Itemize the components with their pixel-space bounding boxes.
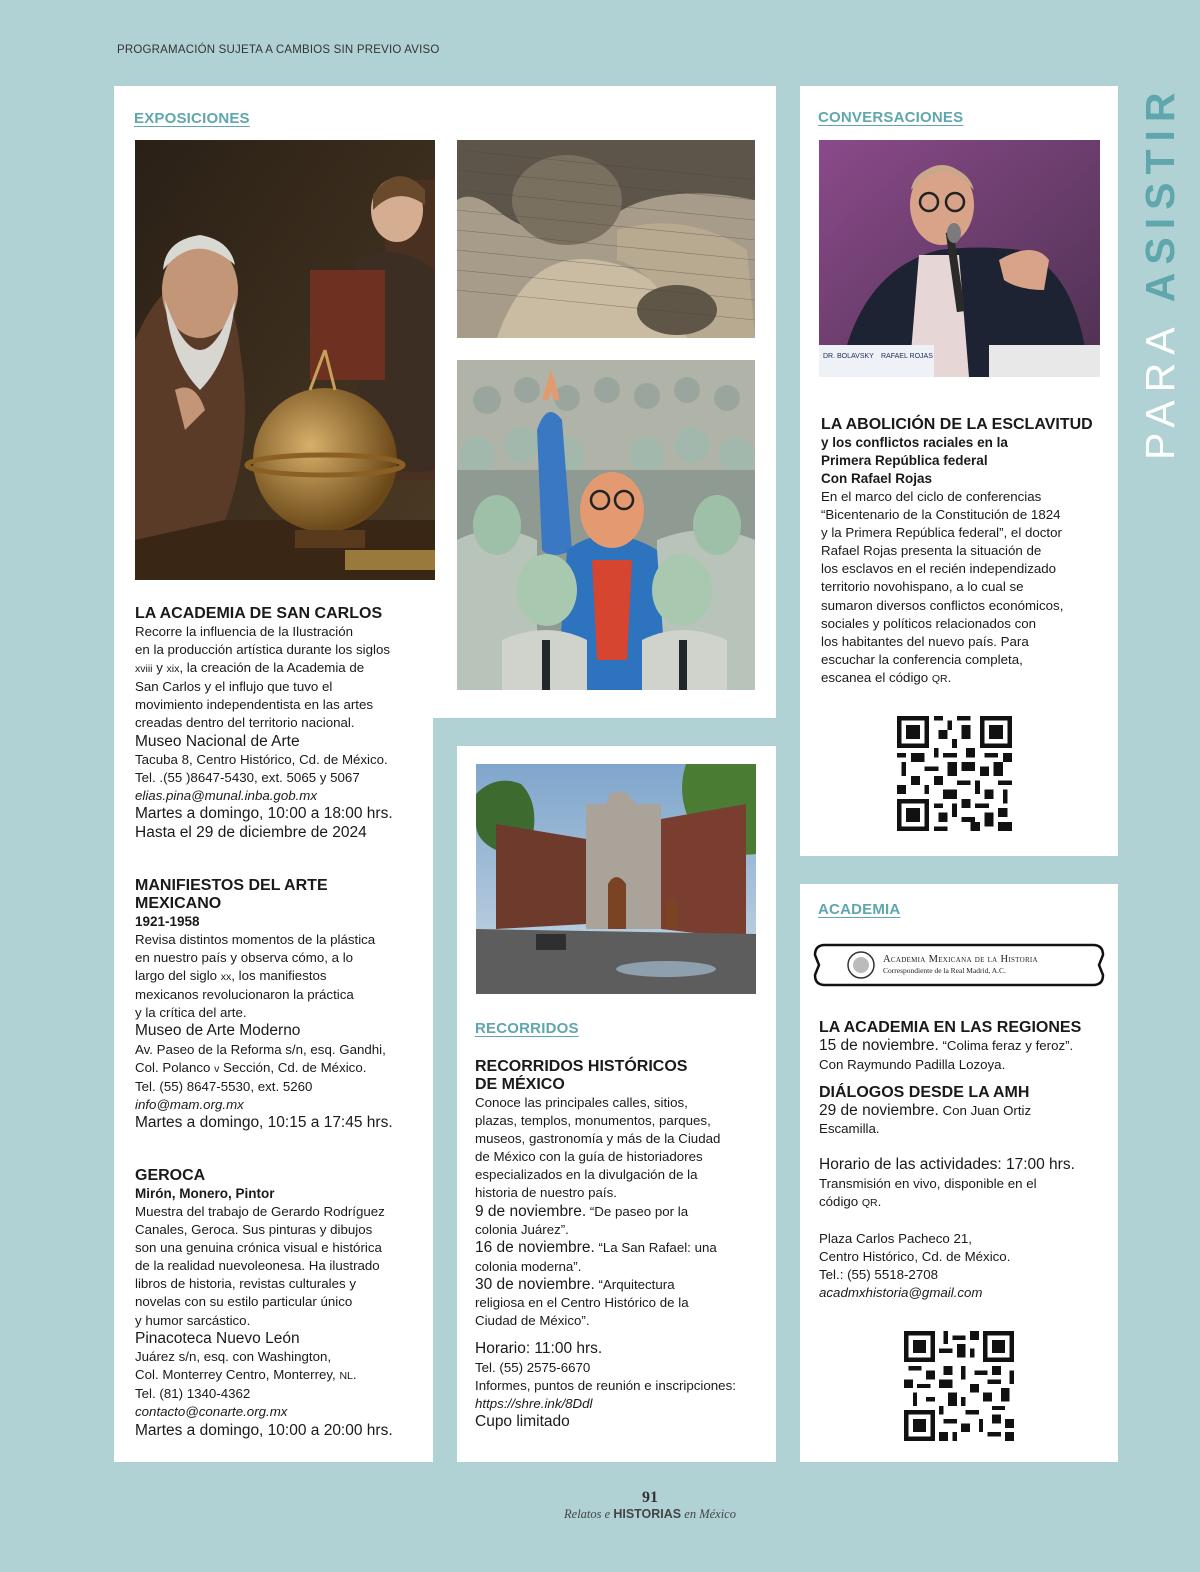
tour-date-line — [475, 1203, 765, 1222]
exhibit-desc-line: novelas con su estilo particular único — [135, 1294, 353, 1310]
exhibit-address — [135, 1059, 430, 1078]
spacer — [819, 1212, 1104, 1230]
qr-abbrev: QR — [931, 672, 948, 685]
tour-name-line: colonia moderna”. — [475, 1258, 582, 1274]
exhibit-phone: Tel. .(55 )8647-5430, ext. 5065 y 5067 — [135, 770, 360, 786]
tour-date: 9 de noviembre. — [475, 1202, 587, 1220]
photo-speaker-microphone — [819, 140, 1100, 377]
exhibit-title: MANIFIESTOS DEL ARTE — [135, 877, 328, 894]
academia-heading: ACADEMIA — [818, 901, 901, 918]
tour-title: RECORRIDOS HISTÓRICOS — [475, 1058, 688, 1075]
spacer — [819, 1138, 1104, 1156]
exhibit-desc-line: y humor sarcástico. — [135, 1312, 251, 1328]
tour-name-line: colonia Juárez”. — [475, 1222, 569, 1238]
exhibit-desc-line: en la producción artística durante los siglos — [135, 642, 390, 658]
exhibit-address-text: Col. Monterrey Centro, Monterrey, — [135, 1367, 340, 1383]
talk-subtitle: y los conflictos raciales en la — [821, 435, 1008, 450]
exhibit-address-text: . — [352, 1367, 357, 1383]
exhibit-desc-line: Revisa distintos momentos de la plástica — [135, 932, 376, 947]
academia-address: Plaza Carlos Pacheco 21, — [819, 1230, 972, 1246]
exhibit-venue: Pinacoteca Nuevo León — [135, 1329, 300, 1347]
talk-subtitle: Primera República federal — [821, 453, 988, 468]
talk-desc-line: “Bicentenario de la Constitución de 1824 — [821, 507, 1061, 523]
tour-desc-line: plazas, templos, monumentos, parques, — [475, 1113, 711, 1129]
talk-desc-line: los esclavos en el recién independizado — [821, 561, 1057, 577]
exhibit-years: 1921-1958 — [135, 914, 200, 929]
exhibit-desc-text: largo del siglo — [135, 968, 221, 984]
academia-stream-text: código — [819, 1193, 862, 1209]
talk-desc-line — [821, 669, 1106, 688]
tour-name-line: religiosa en el Centro Histórico de la — [475, 1295, 689, 1311]
exhibit-title: LA ACADEMIA DE SAN CARLOS — [135, 605, 383, 622]
exhibit-desc-line: San Carlos y el influjo que tuvo el — [135, 679, 333, 695]
exhibit-address-text: Sección, Cd. de México. — [219, 1060, 367, 1076]
century-numeral: xx — [220, 971, 232, 984]
exhibit-address — [135, 1366, 430, 1385]
spacer — [819, 1074, 1104, 1084]
exhibit-manifiestos — [135, 877, 430, 1133]
academia-stream-line — [819, 1193, 1104, 1212]
qr-code-conference[interactable] — [897, 716, 1012, 831]
exhibit-venue: Museo Nacional de Arte — [135, 732, 300, 750]
exhibit-title: MEXICANO — [135, 895, 222, 912]
tour-recorridos-historicos — [475, 1058, 765, 1432]
exhibit-desc-line: Canales, Geroca. Sus pinturas y dibujos — [135, 1222, 373, 1238]
exhibit-subtitle: Mirón, Monero, Pintor — [135, 1186, 275, 1201]
qr-abbrev: QR — [861, 1196, 878, 1209]
tour-name: “La San Rafael: una — [594, 1240, 717, 1256]
page-number: 91 — [642, 1489, 658, 1506]
academia-logo-name: Academia Mexicana de la Historia — [883, 954, 1038, 965]
drawing-embracing-figures — [457, 140, 755, 338]
exhibit-address: Tacuba 8, Centro Histórico, Cd. de México. — [135, 752, 388, 768]
talk-desc-line: Rafael Rojas presenta la situación de — [821, 543, 1042, 559]
magazine-name-part: en México — [681, 1507, 736, 1521]
talk-abolicion — [821, 416, 1106, 688]
century-numeral: xix — [166, 663, 180, 676]
exhibit-address: Juárez s/n, esq. con Washington, — [135, 1349, 332, 1365]
academia-event-text: Con Juan Ortiz — [938, 1102, 1032, 1118]
exhibit-desc-line: mexicanos revolucionaron la práctica — [135, 987, 354, 1003]
academia-address: Centro Histórico, Cd. de México. — [819, 1248, 1011, 1264]
tour-date: 16 de noviembre. — [475, 1239, 595, 1257]
nameplate-right: RAFAEL ROJAS — [881, 353, 933, 360]
exhibit-desc-line: creadas dentro del territorio nacional. — [135, 715, 355, 731]
photo-colonial-church — [476, 764, 756, 994]
side-banner-word-para: PARA — [1137, 321, 1183, 460]
academia-event-title: LA ACADEMIA EN LAS REGIONES — [819, 1019, 1082, 1036]
exhibit-desc-line: y la crítica del arte. — [135, 1005, 247, 1021]
roman-numeral: v — [214, 1063, 220, 1076]
exhibit-desc-text: y — [152, 660, 167, 676]
exhibit-desc-line — [135, 659, 430, 678]
tour-hours: Horario: 11:00 hrs. — [475, 1340, 603, 1358]
exhibit-desc-line — [135, 967, 430, 986]
exhibit-desc-line: Muestra del trabajo de Gerardo Rodríguez — [135, 1204, 385, 1219]
academia-hours: Horario de las actividades: 17:00 hrs. — [819, 1156, 1075, 1174]
academia-event-date-line — [819, 1102, 1104, 1121]
tour-title: DE MÉXICO — [475, 1076, 565, 1093]
nameplate-left: DR. BOLAVSKY — [823, 353, 874, 360]
exhibit-email[interactable]: elias.pina@munal.inba.gob.mx — [135, 788, 318, 804]
painting-crowd-figures — [457, 360, 755, 690]
exhibit-address: Av. Paseo de la Reforma s/n, esq. Gandhi, — [135, 1041, 386, 1057]
qr-code-academia[interactable] — [904, 1331, 1014, 1441]
tour-phone: Tel. (55) 2575-6670 — [475, 1359, 591, 1375]
magazine-name — [500, 1506, 800, 1522]
exhibit-desc-line: de la realidad nuevoleonesa. Ha ilustrado — [135, 1258, 380, 1274]
tour-name-line: Ciudad de México”. — [475, 1313, 590, 1329]
tour-name: “De paseo por la — [586, 1203, 689, 1219]
header-notice: PROGRAMACIÓN SUJETA A CAMBIOS SIN PREVIO AVISO — [117, 44, 440, 56]
exhibit-phone: Tel. (81) 1340-4362 — [135, 1386, 251, 1402]
exhibit-desc-line: son una genuina crónica visual e histórica — [135, 1240, 382, 1256]
academia-event-with: Con Raymundo Padilla Lozoya. — [819, 1056, 1006, 1072]
academia-phone: Tel.: (55) 5518-2708 — [819, 1267, 939, 1283]
talk-desc-text: . — [947, 669, 952, 685]
state-abbrev: NL — [339, 1370, 353, 1383]
talk-desc-line: sociales y políticos relacionados con — [821, 615, 1037, 631]
tour-name: “Arquitectura — [594, 1276, 675, 1292]
tour-date-line — [475, 1276, 765, 1295]
exhibit-address-text: Col. Polanco — [135, 1060, 215, 1076]
talk-desc-line: En el marco del ciclo de conferencias — [821, 489, 1042, 504]
exhibit-desc-text: , la creación de la Academia de — [179, 660, 365, 676]
talk-desc-line: los habitantes del nuevo país. Para — [821, 633, 1029, 649]
tour-desc-line: de México con la guía de historiadores — [475, 1149, 703, 1165]
tour-limited: Cupo limitado — [475, 1413, 570, 1431]
academia-event-date: 15 de noviembre. — [819, 1037, 939, 1054]
academia-event-date-line — [819, 1037, 1104, 1056]
academia-email[interactable]: acadmxhistoria@gmail.com — [819, 1285, 983, 1301]
exhibit-desc-line: libros de historia, revistas culturales y — [135, 1276, 356, 1292]
recorridos-heading: RECORRIDOS — [475, 1020, 579, 1037]
talk-desc-line: y la Primera República federal”, el doctor — [821, 525, 1062, 541]
magazine-name-part: Relatos e — [564, 1507, 614, 1521]
talk-desc-text: escanea el código — [821, 669, 932, 685]
tour-link[interactable]: https://shre.ink/8Ddl — [475, 1396, 593, 1412]
talk-desc-line: escuchar la conferencia completa, — [821, 651, 1023, 667]
exhibit-title: GEROCA — [135, 1167, 206, 1184]
academia-stream-line: Transmisión en vivo, disponible en el — [819, 1175, 1037, 1191]
exhibit-hours: Martes a domingo, 10:15 a 17:45 hrs. — [135, 1114, 393, 1132]
academia-events — [819, 1019, 1104, 1302]
exhibit-desc-line: en nuestro país y observa cómo, a lo — [135, 950, 354, 966]
talk-desc-line: sumaron diversos conflictos económicos, — [821, 597, 1064, 613]
exhibit-geroca — [135, 1167, 430, 1440]
tour-desc-line: Conoce las principales calles, sitios, — [475, 1095, 688, 1110]
magazine-name-bold: HISTORIAS — [613, 1507, 682, 1521]
exhibit-email[interactable]: contacto@conarte.org.mx — [135, 1404, 288, 1420]
side-banner-word-asistir: ASISTIR — [1137, 84, 1183, 303]
tour-date: 30 de noviembre. — [475, 1275, 595, 1293]
academia-event-text-line: Escamilla. — [819, 1121, 880, 1137]
exhibit-hours: Martes a domingo, 10:00 a 18:00 hrs. — [135, 805, 393, 823]
century-numeral: xviii — [135, 663, 153, 676]
exhibit-until: Hasta el 29 de diciembre de 2024 — [135, 823, 367, 841]
academia-logo — [813, 943, 1105, 987]
academia-event-title: DIÁLOGOS DESDE LA AMH — [819, 1083, 1030, 1101]
painting-scholar-globe — [135, 140, 435, 580]
tour-desc-line: historia de nuestro país. — [475, 1185, 617, 1201]
talk-desc-line: territorio novohispano, a lo cual se — [821, 579, 1024, 595]
talk-title: LA ABOLICIÓN DE LA ESCLAVITUD — [821, 416, 1093, 433]
exhibit-hours: Martes a domingo, 10:00 a 20:00 hrs. — [135, 1421, 393, 1439]
academia-event-text: “Colima feraz y feroz”. — [938, 1038, 1074, 1053]
academia-event-date: 29 de noviembre. — [819, 1101, 939, 1119]
exhibit-desc-line: movimiento independentista en las artes — [135, 697, 374, 713]
exhibit-desc-text: , los manifiestos — [231, 968, 327, 984]
tour-desc-line: especializados en la divulgación de la — [475, 1167, 698, 1183]
exhibit-email[interactable]: info@mam.org.mx — [135, 1097, 244, 1113]
spacer — [475, 1330, 765, 1340]
side-banner — [1138, 60, 1182, 460]
exhibit-venue: Museo de Arte Moderno — [135, 1022, 301, 1040]
exhibit-phone: Tel. (55) 8647-5530, ext. 5260 — [135, 1079, 313, 1095]
tour-desc-line: museos, gastronomía y más de la Ciudad — [475, 1131, 721, 1147]
exhibit-desc-line: Recorre la influencia de la Ilustración — [135, 624, 354, 639]
talk-speaker: Con Rafael Rojas — [821, 471, 933, 486]
tour-info: Informes, puntos de reunión e inscripciones: — [475, 1378, 736, 1394]
tour-date-line — [475, 1239, 765, 1258]
conversaciones-heading: CONVERSACIONES — [818, 109, 964, 126]
exhibit-academia-san-carlos — [135, 605, 430, 842]
academia-logo-subtitle: Correspondiente de la Real Madrid, A.C. — [883, 966, 1006, 975]
academia-stream-text: . — [877, 1193, 882, 1209]
footer — [500, 1490, 800, 1522]
exposiciones-heading: EXPOSICIONES — [134, 110, 250, 127]
